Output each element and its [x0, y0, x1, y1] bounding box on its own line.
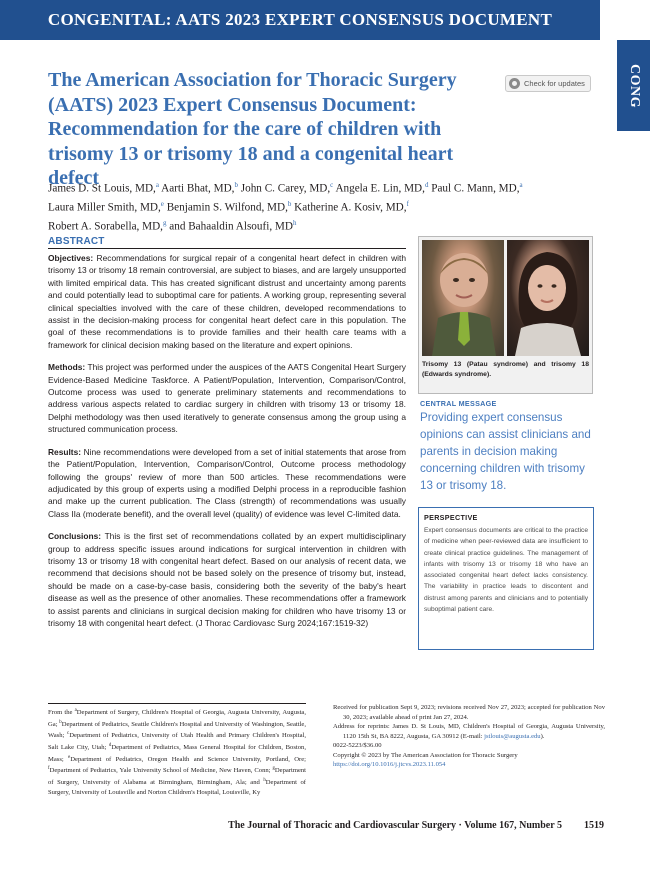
email-link[interactable]: jstlouis@augusta.edu: [484, 732, 541, 740]
abstract-methods: [48, 361, 406, 435]
author-name: Katherine A. Kosiv, MD,: [291, 201, 407, 214]
author-list: [48, 178, 608, 236]
author-name: Angela E. Lin, MD,: [333, 182, 425, 195]
central-message-text: Providing expert consensus opinions can assist clinicians and parents in decision making concerning children with trisomy 13 or trisomy 18.: [420, 411, 591, 492]
author-affiliation-mark: a: [155, 181, 159, 189]
child-photo-left-image: [422, 240, 504, 356]
abstract-conclusions: [48, 530, 406, 629]
child-photo-right: [507, 240, 589, 356]
central-message-heading: CENTRAL MESSAGE: [420, 399, 497, 408]
journal-info: The Journal of Thoracic and Cardiovascular Surgery · Volume 167, Number 5: [228, 820, 562, 831]
affiliations: [48, 706, 306, 797]
article-title: The American Association for Thoracic Surgery (AATS) 2023 Expert Consensus Document: Recommendation for the care of children with trisomy 13 or trisomy 18 and a congenital heart defect: [48, 69, 457, 189]
author-name: John C. Carey, MD,: [237, 182, 331, 195]
perspective-heading: PERSPECTIVE: [424, 513, 478, 522]
author-name: Paul C. Mann, MD,: [428, 182, 520, 195]
affiliation-text: Department of Pediatrics, Yale University School of Medicine, New Haven, Conn;: [49, 767, 273, 775]
reprint-address-end: ).: [540, 732, 545, 740]
author-name: Aarti Bhat, MD,: [158, 182, 235, 195]
affiliation-text: Department of Surgery, Children's Hospital of Georgia, Augusta University, Augusta, Ga;: [48, 709, 306, 728]
objectives-text: Recommendations for surgical repair of a congenital heart defect in children with trisomy 13 or trisomy 18 remain controversial, are subject to biases, and are largely unsupported with limited empirical data. This has created significant distrust and uncertainty among parents and could potentially lead to suboptimal care for patients. A working group, representing several clinical specialties involved with the care of these children, developed recommendations to assist in the decision-making process for congenital heart defect care in this population. The goal of these recommendations is to provide families and their health care teams with a framework for clinical decision making based on the literature and expert opinions.: [48, 253, 407, 350]
publication-details: [333, 703, 605, 770]
results-label: Results:: [48, 446, 82, 457]
check-for-updates-button[interactable]: [505, 75, 591, 92]
copyright: Copyright © 2023 by The American Association for Thoracic Surgery: [333, 751, 518, 759]
results-text: Nine recommendations were developed from a set of initial statements that arose from the Patient/Population, Intervention, Comparison/Control, Outcome process methodology following the groups' review of more than 500 articles. These recommendations were adjudicated by this group of experts using a modified Delphi process in a reproducible fashion and make up the current publication. The Class (strength) of recommendations was usually Class IIa (moderate benefit), and the overall level (quality) of evidence was level C-limited data.: [48, 446, 406, 519]
objectives-label: Objectives:: [48, 253, 94, 263]
child-photo-right-image: [507, 240, 589, 356]
affiliation-text: Department of Pediatrics, Oregon Health and Science University, Portland, Ore;: [70, 755, 306, 763]
refresh-icon: [509, 78, 520, 89]
doi-link[interactable]: https://doi.org/10.1016/j.jtcvs.2023.11.054: [333, 761, 446, 768]
figure-caption: Trisomy 13 (Patau syndrome) and trisomy 18 (Edwards syndrome).: [422, 361, 589, 378]
author-affiliation-mark: g: [162, 219, 167, 228]
abstract-objectives: [48, 252, 406, 351]
affiliation-text: Department of Pediatrics, Mass General Hospital for Children, Boston, Mass;: [48, 744, 306, 763]
author-affiliation-mark: d: [424, 181, 429, 189]
author-name: James D. St Louis, MD,: [48, 182, 156, 195]
affiliation-mark: g: [272, 766, 275, 772]
affiliation-text: Department of Pediatrics, University of Utah Health and Primary Children's Hospital, Salt Lake City, Utah;: [48, 732, 306, 752]
affiliation-text: Department of Surgery, University of Alabama at Birmingham, Birmingham, Ala; and: [48, 767, 306, 787]
affiliation-mark: d: [108, 743, 112, 749]
affiliation-text: Department of Surgery, University of Louisville and Norton Children's Hospital, Louisville, Ky: [48, 779, 307, 796]
affiliation-mark: f: [48, 766, 50, 772]
side-tab-label: CONG: [626, 63, 642, 108]
section-side-tab: [617, 40, 650, 131]
author-name: Laura Miller Smith, MD,: [48, 201, 161, 214]
affiliation-mark: a: [74, 708, 77, 713]
author-affiliation-mark: h: [292, 219, 297, 228]
perspective-box: [418, 507, 594, 650]
child-photo-left: [422, 240, 504, 356]
author-affiliation-mark: b: [234, 181, 238, 189]
affiliation-mark: c: [67, 731, 70, 737]
author-name: Benjamin S. Wilfond, MD,: [163, 201, 288, 214]
author-line: [48, 178, 608, 197]
reprint-address-text: Address for reprints: James D. St Louis, MD, Children's Hospital of Georgia, Augusta University, 1120 15th St, BA 8222, Augusta, GA 30912 (E-mail:: [333, 723, 605, 740]
abstract-results: [48, 446, 406, 520]
page-footer: [48, 820, 604, 831]
affiliation-text: From the: [48, 709, 75, 717]
author-name: Robert A. Sorabella, MD,: [48, 221, 163, 234]
reprint-address: [333, 722, 605, 741]
page-number: 1519: [584, 820, 604, 831]
footnote-divider: [48, 703, 306, 704]
author-affiliation-mark: c: [330, 181, 334, 189]
affiliation-text: Department of Pediatrics, Seattle Children's Hospital and University of Washington, Seattle, Wash;: [48, 720, 306, 740]
methods-text: This project was performed under the auspices of the AATS Congenital Heart Surgery Evidence-Based Medicine Taskforce. A Patient/Population, Intervention, Comparison/Control, Outcome process was used to generate preliminary statements and recommendations to address various aspects related to cardiac surgery in children with trisomy 13 or trisomy 18. Delphi methodology was then used iteratively to generate consensus among the group using a structured communication process.: [48, 362, 406, 435]
author-line: [48, 216, 608, 235]
author-name: and Bahaaldin Alsoufi, MD: [166, 221, 293, 234]
author-affiliation-mark: a: [519, 181, 523, 189]
section-banner: CONGENITAL: AATS 2023 EXPERT CONSENSUS DOCUMENT: [0, 0, 600, 40]
affiliation-mark: e: [68, 754, 71, 760]
affiliation-mark: b: [59, 719, 62, 725]
issn: 0022-5223/$36.00: [333, 742, 382, 749]
methods-label: Methods:: [48, 362, 86, 373]
author-affiliation-mark: e: [160, 200, 164, 209]
abstract-body: [48, 252, 406, 639]
author-affiliation-mark: f: [406, 200, 409, 209]
check-for-updates-label: Check for updates: [524, 79, 585, 88]
central-figure: [418, 236, 593, 394]
abstract-heading: ABSTRACT: [48, 236, 406, 249]
conclusions-text: This is the first set of recommendations collated by an expert multidisciplinary group to address specific issues around indications for surgical intervention in children with trisomy 13 or trisomy 18 with congenital heart defect. Based on our analysis of recent data, we recommend that decisions should not be based solely on the presence of trisomy but, instead, should be made on a case-by-case basis, considering both the severity of the baby's heart disease as well as the presence of other anomalies. These recommendations offer a framework to assist parents and clinicians in surgical decision making for children who have trisomy 13 or trisomy 18 with congenital heart defect. (J Thorac Cardiovasc Surg 2024;167:1519-32): [48, 531, 406, 628]
perspective-text: Expert consensus documents are critical to the practice of medicine when peer-reviewed data are insufficient to create clinical practice guidelines. The management of infants with trisomy 13 or trisomy 18 who have an associated congenital heart defect lacks consistency. The variability in practice leads to discontent and distrust among parents and clinicians and to potentially suboptimal patient care.: [424, 527, 588, 614]
affiliation-mark: h: [263, 778, 266, 784]
conclusions-label: Conclusions:: [48, 531, 102, 542]
author-line: [48, 197, 608, 216]
author-affiliation-mark: b: [287, 200, 292, 209]
received-dates: Received for publication Sept 9, 2023; revisions received Nov 27, 2023; accepted for publication Nov 30, 2023; available ahead of print Jan 27, 2024.: [333, 704, 605, 721]
